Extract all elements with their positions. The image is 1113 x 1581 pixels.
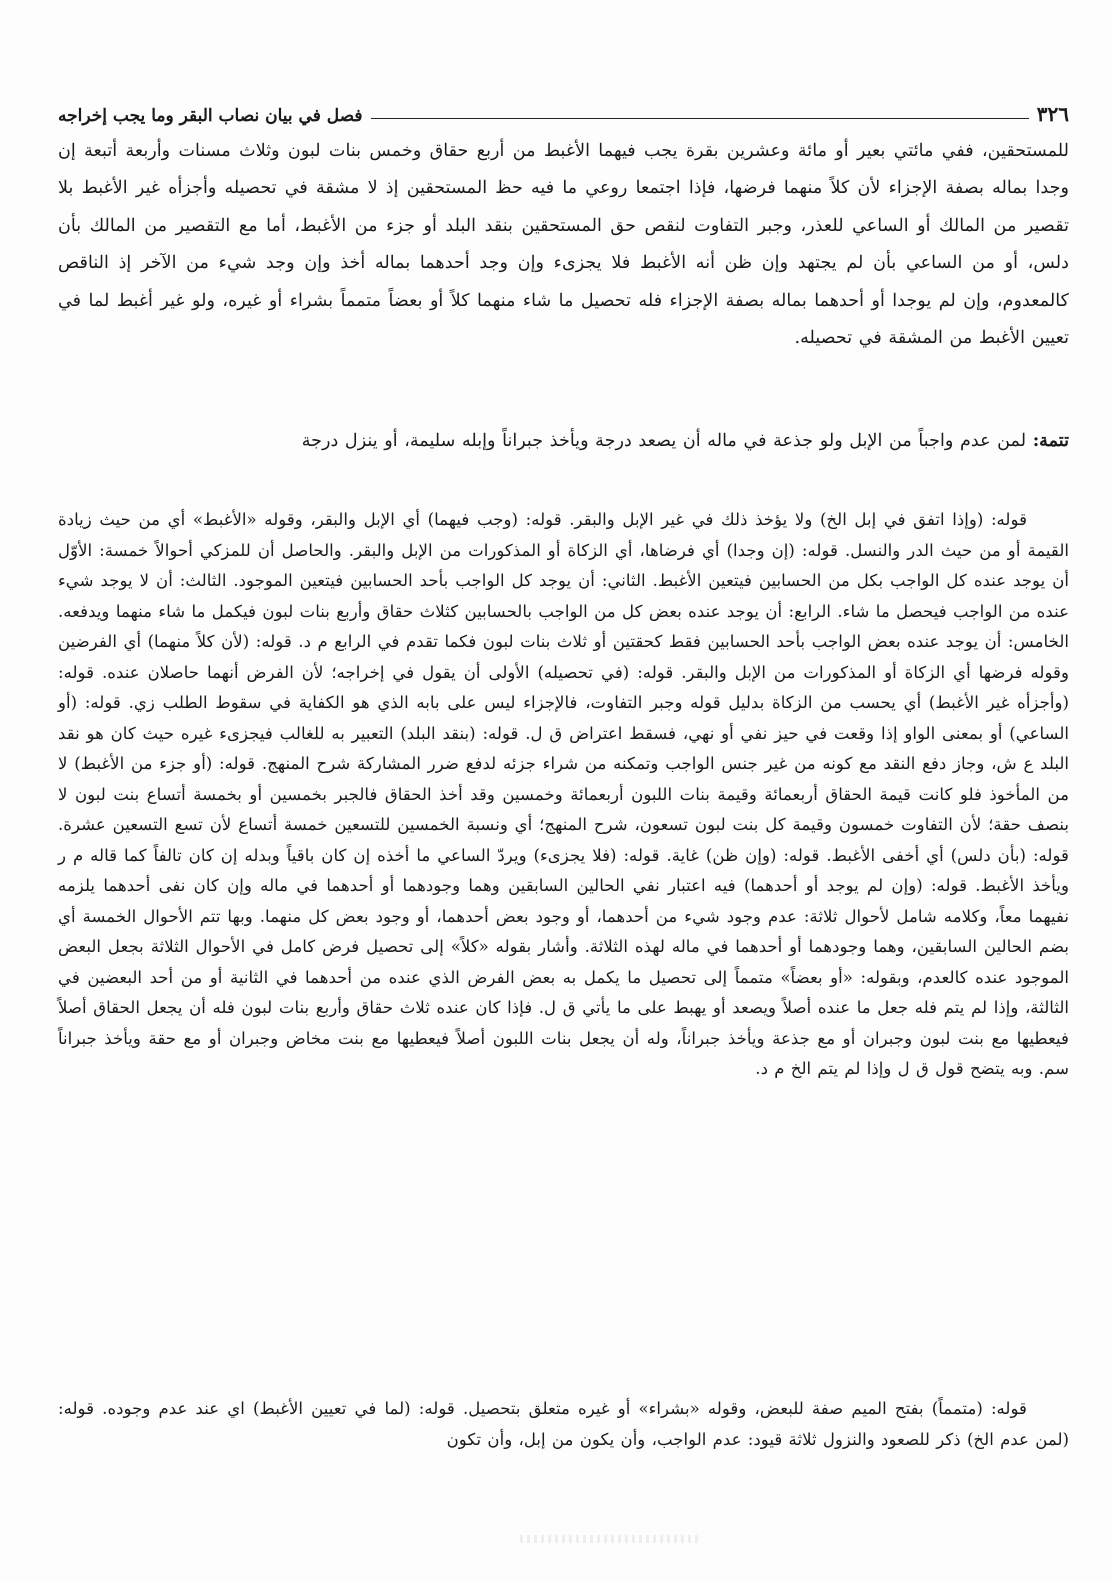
tatimma-text: لمن عدم واجباً من الإبل ولو جذعة في ماله أن يصعد درجة ويأخذ جبراناً وإبله سليمة، أو ينزل درجة xyxy=(301,431,1033,451)
header-rule xyxy=(371,118,1029,119)
page-header xyxy=(58,96,1069,126)
running-title: فصل في بيان نصاب البقر وما يجب إخراجه xyxy=(58,106,363,126)
commentary-block xyxy=(58,505,1069,1085)
main-text-block xyxy=(58,133,1069,357)
commentary-tail-paragraph: قوله: (متمماً) بفتح الميم صفة للبعض، وقوله «بشراء» أو غيره متعلق بتحصيل. قوله: (لما في تعيين الأغبط) اي عند عدم وجوده. قوله: (لمن عدم الخ) ذكر للصعود والنزول ثلاثة قيود: عدم الواجب، وأن يكون من إبل، وأن تكون xyxy=(58,1399,1069,1449)
commentary-paragraph: قوله: (وإذا اتفق في إبل الخ) ولا يؤخذ ذلك في غير الإبل والبقر. قوله: (وجب فيهما) أي الإبل والبقر، وقوله «الأغبط» أي من حيث زيادة القيمة أو من حيث الدر والنسل. قوله: (إن وجدا) أي فرضاها، أي الزكاة أو المذكورات من الإبل والبقر. والحاصل أن للمزكي أحوالاً خمسة: الأوّل أن يوجد عنده كل الواجب بكل من الحسابين فيتعين الأغبط. الثاني: أن يوجد كل الواجب بأحد الحسابين فيتعين الموجود. الثالث: أن لا يوجد شيء عنده من الواجب فيحصل ما شاء. الرابع: أن يوجد عنده بعض كل من الواجب بالحسابين كثلاث حقاق وأربع بنات لبون فيكمل ما شاء منهما ويدفعه. الخامس: أن يوجد عنده بعض الواجب بأحد الحسابين فقط كحقتين أو ثلاث بنات لبون فكما تقدم في الرابع م د. قوله: (لأن كلاً منهما) أي الفرضين وقوله فرضها أي الزكاة أو المذكورات من الإبل والبقر. قوله: (في تحصيله) الأولى أن يقول في إخراجه؛ لأن الفرض أنهما حاصلان عنده. قوله: (وأجزأه غير الأغبط) أي يحسب من الزكاة بدليل قوله وجبر التفاوت، فالإجزاء ليس على بابه الذي هو الكفاية في سقوط الطلب زي. قوله: (أو الساعي) أو بمعنى الواو إذا وقعت في حيز نفي أو نهي، فسقط اعتراض ق ل. قوله: (بنقد البلد) التعبير به للغالب فيجزىء غيره حيث كان هو نقد البلد ع ش، وجاز دفع النقد مع كونه من غير جنس الواجب وتمكنه من شراء جزئه لدفع ضرر المشاركة شرح المنهج. قوله: (أو جزء من الأغبط) لا من المأخوذ فلو كانت قيمة الحقاق أربعمائة وقيمة بنات اللبون أربعمائة وخمسين وقد أخذ الحقاق فالجبر بخمسين أو بخمسة أتساع بنت لبون لا بنصف حقة؛ لأن التفاوت خمسون وقيمة كل بنت لبون تسعون، شرح المنهج؛ أي ونسبة الخمسين للتسعين خمسة أتساع لأن تسع التسعين عشرة. قوله: (بأن دلس) أي أخفى الأغبط. قوله: (وإن ظن) غاية. قوله: (فلا يجزىء) ويردّ الساعي ما أخذه إن كان باقياً وبدله إن كان تالفاً كما قاله م ر ويأخذ الأغبط. قوله: (وإن لم يوجد أو أحدهما) فيه اعتبار نفي الحالين السابقين وهما وجودهما أو أحدهما في ماله وإن كان نفى أحدهما يلزمه نفيهما معاً، وكلامه شامل لأحوال ثلاثة: عدم وجود شيء من أحدهما، أو وجود بعض أحدهما، أو وجود بعض كل منهما. وبها تتم الأحوال الخمسة أي بضم الحالين السابقين، وهما وجودهما أو أحدهما في ماله لهذه الثلاثة. وأشار بقوله «كلاً» إلى تحصيل فرض كامل في الأحوال الثلاثة بجعل البعض الموجود عنده كالعدم، وبقوله: «أو بعضاً» متمماً إلى تحصيل ما يكمل به بعض الفرض الذي عنده من أحدهما في الثانية أو من أحد البعضين في الثالثة، وإذا لم يتم فله جعل ما عنده أصلاً ويصعد أو يهبط على ما يأتي ق ل. فإذا كان عنده ثلاث حقاق وأربع بنات لبون فله أن يجعل الحقاق أصلاً فيعطيها مع بنت لبون وجبران أو مع جذعة ويأخذ جبراناً، وله أن يجعل بنات اللبون أصلاً فيعطيها مع بنت مخاض وجبران أو مع حقة ويأخذ جبراناً سم. وبه يتضح قول ق ل وإذا لم يتم الخ م د. xyxy=(58,510,1069,1078)
commentary-tail-block xyxy=(58,1393,1069,1455)
tatimma-label: تتمة: xyxy=(1032,430,1069,451)
tatimma-paragraph xyxy=(58,424,1069,458)
main-text-paragraph: للمستحقين، ففي مائتي بعير أو مائة وعشرين بقرة يجب فيهما الأغبط من أربع حقاق وخمس بنات لبون وثلاث مسنات وأربعة أتبعة إن وجدا بماله بصفة الإجزاء لأن كلاً منهما فرضها، فإذا اجتمعا روعي ما فيه حظ المستحقين إذ لا مشقة في تحصيله وأجزأه غير الأغبط بلا تقصير من المالك أو الساعي للعذر، وجبر التفاوت لنقص حق المستحقين بنقد البلد أو جزء من الأغبط، أما مع التقصير من المالك بأن دلس، أو من الساعي بأن لم يجتهد وإن ظن أنه الأغبط فلا يجزىء وإن وجد أحدهما بماله أخذ وإن وجد شيء من الآخر إذ الناقص كالمعدوم، وإن لم يوجدا أو أحدهما بماله بصفة الإجزاء فله تحصيل ما شاء منهما كلاً أو بعضاً متمماً بشراء أو غيره، ولو غير أغبط لما في تعيين الأغبط من المشقة في تحصيله. xyxy=(58,141,1069,349)
page-number: ٣٢٦ xyxy=(1036,102,1069,126)
tatimma-block xyxy=(58,424,1069,458)
scan-artifact xyxy=(520,1535,700,1543)
